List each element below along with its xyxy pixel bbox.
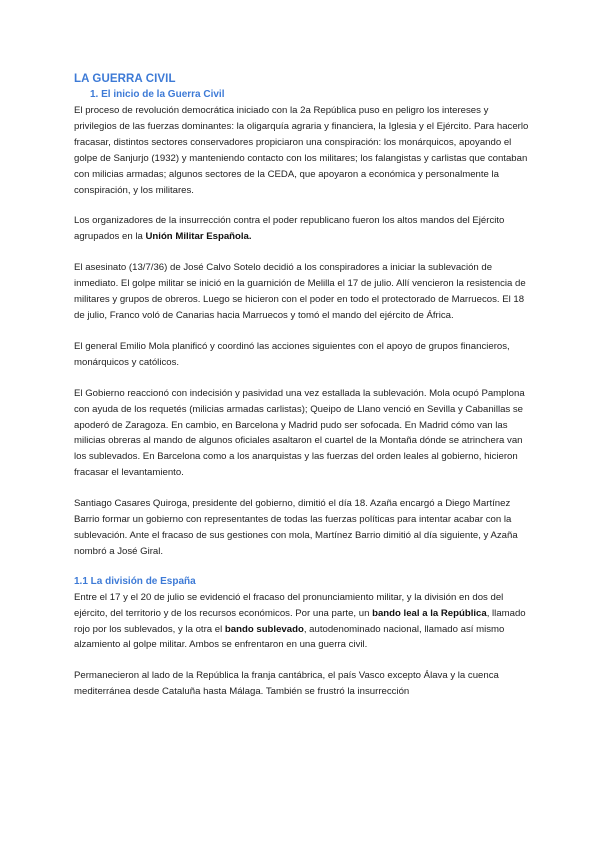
document-page xyxy=(74,71,530,700)
paragraph-gobierno-reaccion: El Gobierno reaccionó con indecisión y pasividad una vez estallada la sublevación. Mola ocupó Pamplona con ayuda de los requetés (milicias armadas carlistas); Queipo de Llano venció en Sevilla y Cabanillas se apoderó de Zaragoza. En cambio, en Barcelona y Madrid pudo ser sofocada. En Madrid cómo van las milicias obreras al mando de algunos oficiales asaltaron el cuartel de la Montaña dónde se atrinchera van los sublevados. En Barcelona como a los anarquistas y las fuerzas del orden leales al gobierno, hicieron fracasar el levantamiento. xyxy=(74,387,525,479)
paragraph-division xyxy=(74,590,530,654)
paragraph-text: Los organizadores de la insurrección contra el poder republicano fueron los altos mandos del Ejército agrupados en la xyxy=(74,215,505,243)
section-heading-inicio: 1. El inicio de la Guerra Civil xyxy=(90,89,225,100)
paragraph-mola: El general Emilio Mola planificó y coordinó las acciones siguientes con el apoyo de grupos financieros, monárquicos y católicos. xyxy=(74,340,510,368)
paragraph-organizadores xyxy=(74,213,530,245)
paragraph-text: , llamado rojo por los sublevados, y la otra el xyxy=(74,607,526,635)
bold-bando-sublevado: bando sublevado xyxy=(224,623,304,635)
document-title: LA GUERRA CIVIL xyxy=(74,73,176,85)
bold-bando-leal: bando leal a la República xyxy=(372,607,487,619)
paragraph-gap xyxy=(74,653,530,668)
paragraph-gap xyxy=(74,198,530,213)
section-heading-division: 1.1 La división de España xyxy=(74,575,196,587)
paragraph-gap xyxy=(74,481,530,496)
bold-union-militar: Unión Militar Española. xyxy=(145,231,252,243)
paragraph-gap xyxy=(74,324,530,339)
paragraph-text: Entre el 17 y el 20 de julio se evidenció el fracaso del pronunciamiento militar, y la división en dos del ejército, del territorio y de los recursos económicos. Por una parte, un xyxy=(74,591,504,619)
paragraph-asesinato: El asesinato (13/7/36) de José Calvo Sotelo decidió a los conspiradores a iniciar la sublevación de inmediato. El golpe militar se inició en la guarnición de Melilla el 17 de julio. Allí vencieron la resistencia de militares y grupos de obreros. Luego se hicieron con el poder en todo el protectorado de Marruecos. El 18 de julio, Franco voló de Canarias hacia Marruecos y tomó el mando del ejército de África. xyxy=(74,262,526,321)
paragraph-casares-quiroga: Santiago Casares Quiroga, presidente del gobierno, dimitió el día 18. Azaña encargó a Diego Martínez Barrio formar un gobierno con representantes de todas las fuerzas políticas para intentar acabar con la sublevación. Ante el fracaso de sus gestiones con mola, Martínez Barrio dimitió al día siguiente, y Azaña nombró a José Giral. xyxy=(74,498,518,557)
paragraph-text: , autodenominado nacional, llamado así mismo alzamiento al golpe militar. Ambos se enfrentaron en una guerra civil. xyxy=(74,623,505,651)
paragraph-gap xyxy=(74,371,530,386)
paragraph-gap xyxy=(74,245,530,260)
paragraph-proceso-revolucion: El proceso de revolución democrática iniciado con la 2a República puso en peligro los intereses y privilegios de las fuerzas dominantes: la oligarquía agraria y financiera, la Iglesia y el Ejército. Para hacerlo fracasar, distintos sectores conservadores propiciaron una conspiración: los monárquicos, apoyando el golpe de Sanjurjo (1932) y manteniendo contacto con los militares; los falangistas y carlistas que contaban con milicias armadas; algunos sectores de la CEDA, que apoyaron a económica y personalmente la conspiración, y los militares. xyxy=(74,105,529,196)
paragraph-gap xyxy=(74,560,530,574)
paragraph-permanecieron: Permanecieron al lado de la República la franja cantábrica, el país Vasco excepto Álava y la cuenca mediterránea desde Cataluña hasta Málaga. También se frustró la insurrección xyxy=(74,670,499,698)
